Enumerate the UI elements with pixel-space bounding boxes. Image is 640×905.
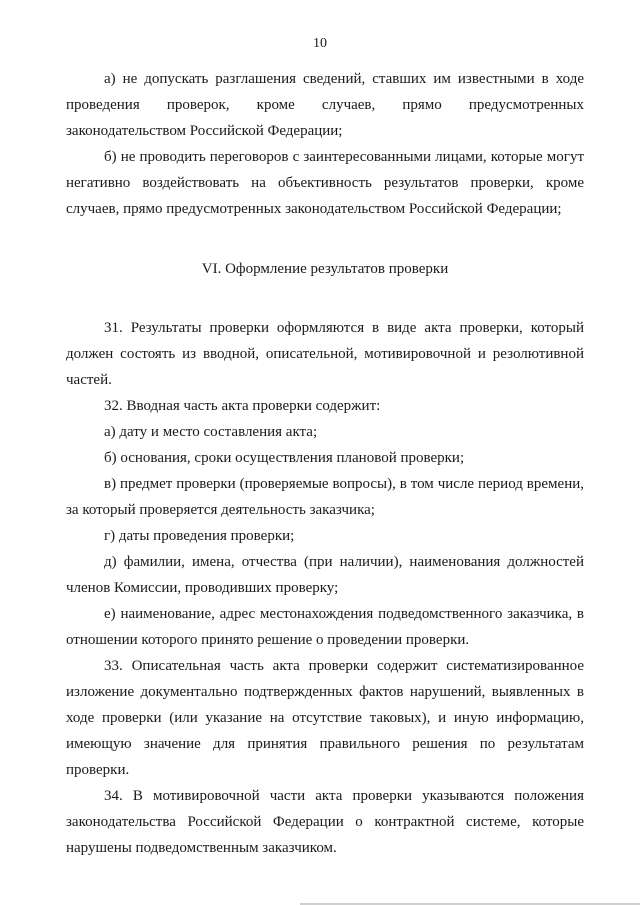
paragraph-33: 33. Описательная часть акта проверки содержит систематизированное изложение документально подтвержденных фактов нарушений, выявленных в ходе проверки (или указание на отсутствие таковых), и иную информацию, имеющую значение для принятия правильного решения по результатам проверки. (66, 658, 584, 778)
paragraph-32-item-v: в) предмет проверки (проверяемые вопросы), в том числе период времени, за который проверяется деятельность заказчика; (66, 476, 584, 518)
paragraph-32-item-a: а) дату и место составления акта; (104, 424, 318, 440)
paragraph-32-item-e: е) наименование, адрес местонахождения подведомственного заказчика, в отношении которого принято решение о проведении проверки. (66, 606, 584, 648)
paragraph-32-item-d: д) фамилии, имена, отчества (при наличии), наименования должностей членов Комиссии, проводивших проверку; (66, 554, 584, 596)
section-heading: VI. Оформление результатов проверки (201, 261, 449, 277)
paragraph-32: 32. Вводная часть акта проверки содержит: (104, 398, 381, 414)
list-item-a: а) не допускать разглашения сведений, ставших им известными в ходе проведения проверок, кроме случаев, прямо предусмотренных законодательством Российской Федерации; (66, 71, 584, 139)
paragraph-31: 31. Результаты проверки оформляются в виде акта проверки, который должен состоять из вводной, описательной, мотивировочной и резолютивной частей. (66, 320, 584, 388)
paragraph-32-item-b: б) основания, сроки осуществления плановой проверки; (104, 450, 465, 466)
document-body (66, 66, 584, 861)
paragraph-32-item-g: г) даты проведения проверки; (104, 528, 295, 544)
paragraph-34: 34. В мотивировочной части акта проверки указываются положения законодательства Российской Федерации о контрактной системе, которые нарушены подведомственным заказчиком. (66, 788, 584, 856)
list-item-b: б) не проводить переговоров с заинтересованными лицами, которые могут негативно воздействовать на объективность результатов проверки, кроме случаев, прямо предусмотренных законодательством Российской Федерации; (66, 149, 584, 217)
page-number: 10 (313, 36, 327, 51)
